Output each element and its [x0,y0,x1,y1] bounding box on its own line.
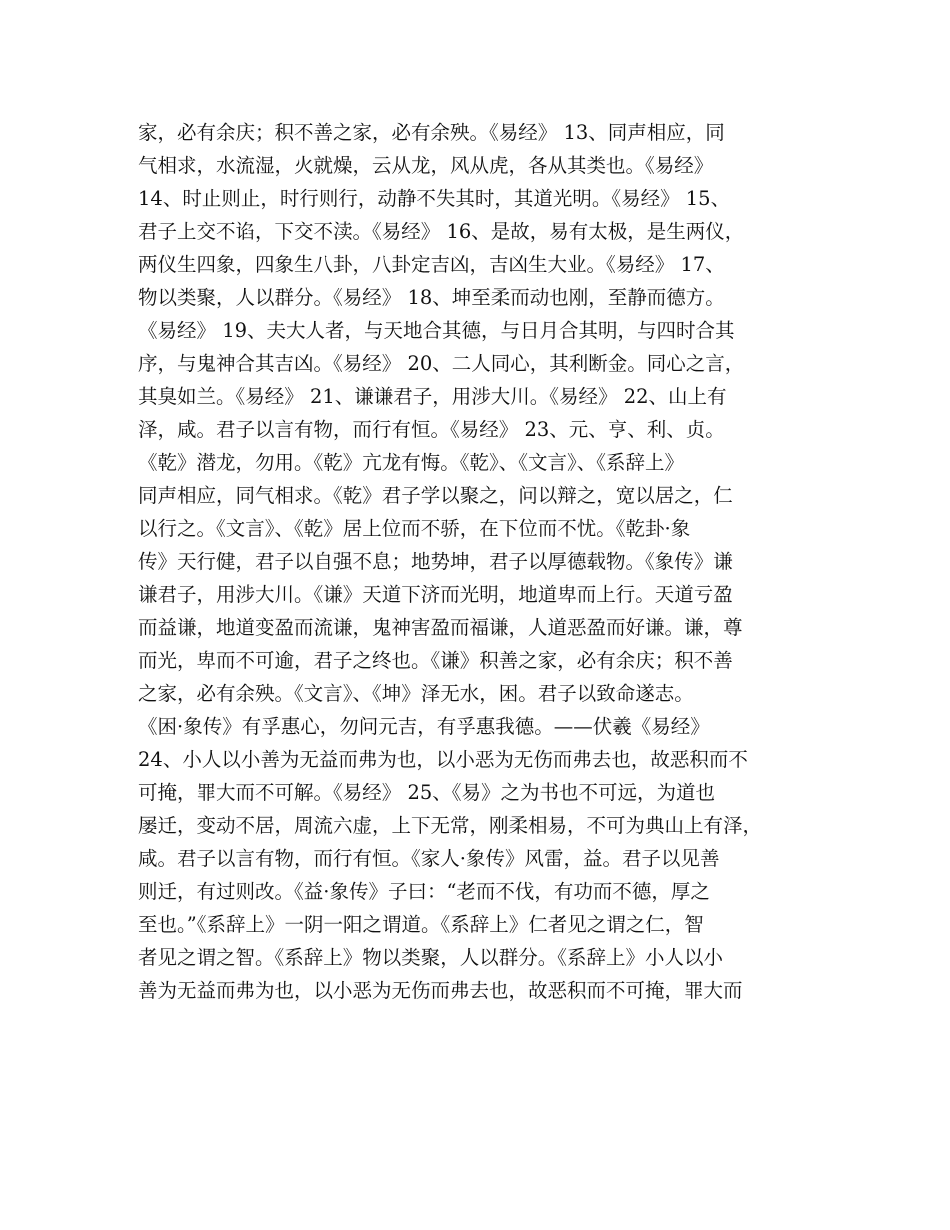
text-line: 屡迁，变动不居，周流六虚，上下无常，刚柔相易，不可为典山上有泽， [138,814,763,837]
text-line: 传》天行健，君子以自强不息；地势坤，君子以厚德载物。《象传》谦 [138,550,733,573]
text-line: 则迁，有过则改。《益·象传》子曰：“老而不伐，有功而不德，厚之 [138,880,710,903]
text-line: 者见之谓之智。《系辞上》物以类聚，人以群分。《系辞上》小人以小 [138,946,724,969]
text-line: 而益谦，地道变盈而流谦，鬼神害盈而福谦，人道恶盈而好谦。谦，尊 [138,616,743,639]
body-text [138,116,828,1007]
text-line: 24、小人以小善为无益而弗为也，以小恶为无伤而弗去也，故恶积而不 [138,748,748,771]
text-line: 以行之。《文言》、《乾》居上位而不骄，在下位而不忧。《乾卦·象 [138,517,691,540]
text-line: 14、时止则止，时行则行，动静不失其时，其道光明。《易经》 15、 [138,187,731,210]
text-line: 两仪生四象，四象生八卦，八卦定吉凶，吉凶生大业。《易经》 17、 [138,253,725,276]
text-line: 可掩，罪大而不可解。《易经》 25、《易》之为书也不可远，为道也 [138,781,716,804]
text-line: 其臭如兰。《易经》 21、谦谦君子，用涉大川。《易经》 22、山上有 [138,385,727,408]
text-line: 《困·象传》有孚惠心，勿问元吉，有孚惠我德。——伏羲《易经》 [138,715,710,738]
text-line: 《乾》潜龙，勿用。《乾》亢龙有悔。《乾》、《文言》、《系辞上》 [138,451,685,474]
text-line: 咸。君子以言有物，而行有恒。《家人·象传》风雷，益。君子以见善 [138,847,720,870]
text-line: 泽，咸。君子以言有物，而行有恒。《易经》 23、元、亨、利、贞。 [138,418,725,441]
text-line: 同声相应，同气相求。《乾》君子学以聚之，问以辩之，宽以居之，仁 [138,484,733,507]
text-line: 谦君子，用涉大川。《谦》天道下济而光明，地道卑而上行。天道亏盈 [138,583,733,606]
text-line: 善为无益而弗为也，以小恶为无伤而弗去也，故恶积而不可掩，罪大而 [138,979,743,1002]
text-line: 而光，卑而不可逾，君子之终也。《谦》积善之家，必有余庆；积不善 [138,649,733,672]
text-line: 序，与鬼神合其吉凶。《易经》 20、二人同心，其利断金。同心之言， [138,352,745,375]
text-line: 君子上交不谄，下交不渎。《易经》 16、是故，易有太极，是生两仪， [138,220,745,243]
text-line: 气相求，水流湿，火就燥，云从龙，风从虎，各从其类也。《易经》 [138,154,714,177]
text-line: 物以类聚，人以群分。《易经》 18、坤至柔而动也刚，至静而德方。 [138,286,725,309]
text-line: 家，必有余庆；积不善之家，必有余殃。《易经》 13、同声相应，同 [138,121,725,144]
text-line: 至也。”《系辞上》一阴一阳之谓道。《系辞上》仁者见之谓之仁，智 [138,913,704,936]
text-line: 之家，必有余殃。《文言》、《坤》泽无水，困。君子以致命遂志。 [138,682,694,705]
text-line: 《易经》 19、夫大人者，与天地合其德，与日月合其明，与四时合其 [138,319,735,342]
